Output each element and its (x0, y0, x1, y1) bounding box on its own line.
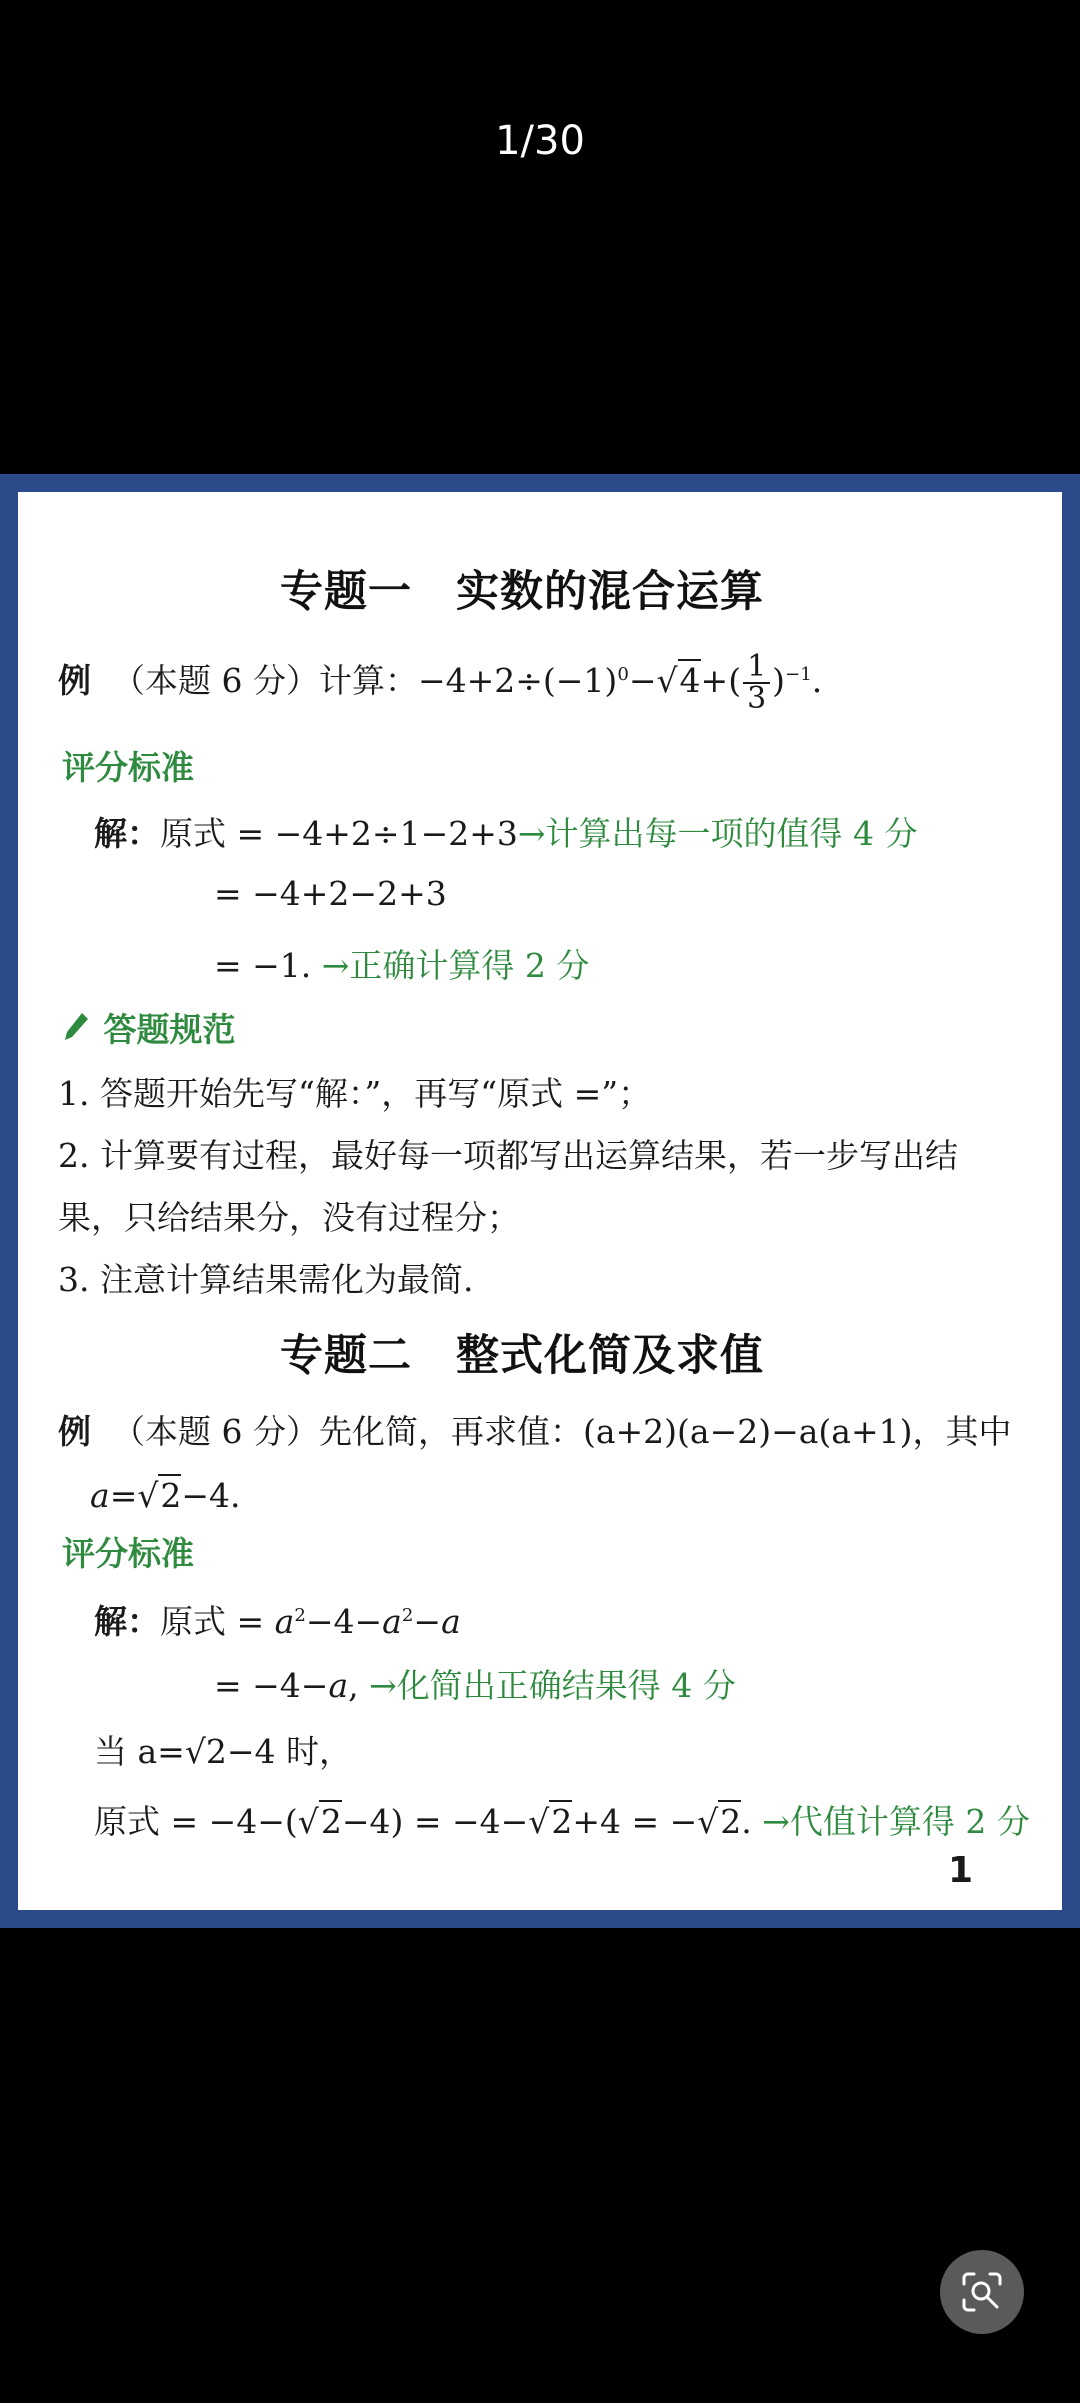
rule-3: 3. 注意计算结果需化为最简. (58, 1260, 474, 1299)
visual-search-button[interactable] (940, 2250, 1024, 2334)
rule-2b: 果，只给结果分，没有过程分； (58, 1198, 520, 1237)
topic2-scoring-heading: 评分标准 (62, 1534, 194, 1573)
page-number: 1 (948, 1850, 974, 1891)
topic2-solution-line4: 原式 = −4−(√2−4) = −4−√2+4 = −√2. →代值计算得 2 分 (94, 1802, 1030, 1841)
topic1-solution-line2: = −4+2−2+3 (214, 874, 447, 913)
topic2-when: 当 a=√2−4 时， (94, 1732, 352, 1771)
page-counter: 1/30 (495, 118, 585, 164)
pencil-icon (62, 1010, 92, 1049)
topic1-scoring-heading: 评分标准 (62, 748, 194, 787)
topic2-example-cont: a=√2−4. (90, 1476, 241, 1515)
rule-1: 1. 答题开始先写“解：”，再写“原式 =”； (58, 1074, 652, 1113)
topic1-title: 专题一 实数的混合运算 (280, 567, 764, 617)
topic2-example: 例 （本题 6 分）先化简，再求值：(a+2)(a−2)−a(a+1)，其中 (58, 1412, 1012, 1451)
topic2-solution-line2: = −4−a, →化简出正确结果得 4 分 (214, 1666, 736, 1705)
document-page (18, 492, 1062, 1910)
document-image (0, 474, 1080, 1928)
topic2-solution-line1: 解：原式 = $a^2-4-a^2-a$ (94, 1602, 461, 1641)
topic1-example: 例 （本题 6 分）计算：$-4+2\div(-1)^0-√4+$( $\frac{1}{3}$ )$^{-1}$. (58, 649, 823, 716)
topic1-answer-heading: 答题规范 (62, 1004, 236, 1051)
topic2-title: 专题二 整式化简及求值 (280, 1331, 764, 1381)
lens-scan-icon (960, 2270, 1004, 2314)
rule-2a: 2. 计算要有过程，最好每一项都写出运算结果，若一步写出结 (58, 1136, 958, 1175)
topic1-solution-line3: = −1. →正确计算得 2 分 (214, 946, 590, 985)
topic1-solution-line1: 解：原式 = −4+2÷1−2+3→计算出每一项的值得 4 分 (94, 814, 918, 853)
